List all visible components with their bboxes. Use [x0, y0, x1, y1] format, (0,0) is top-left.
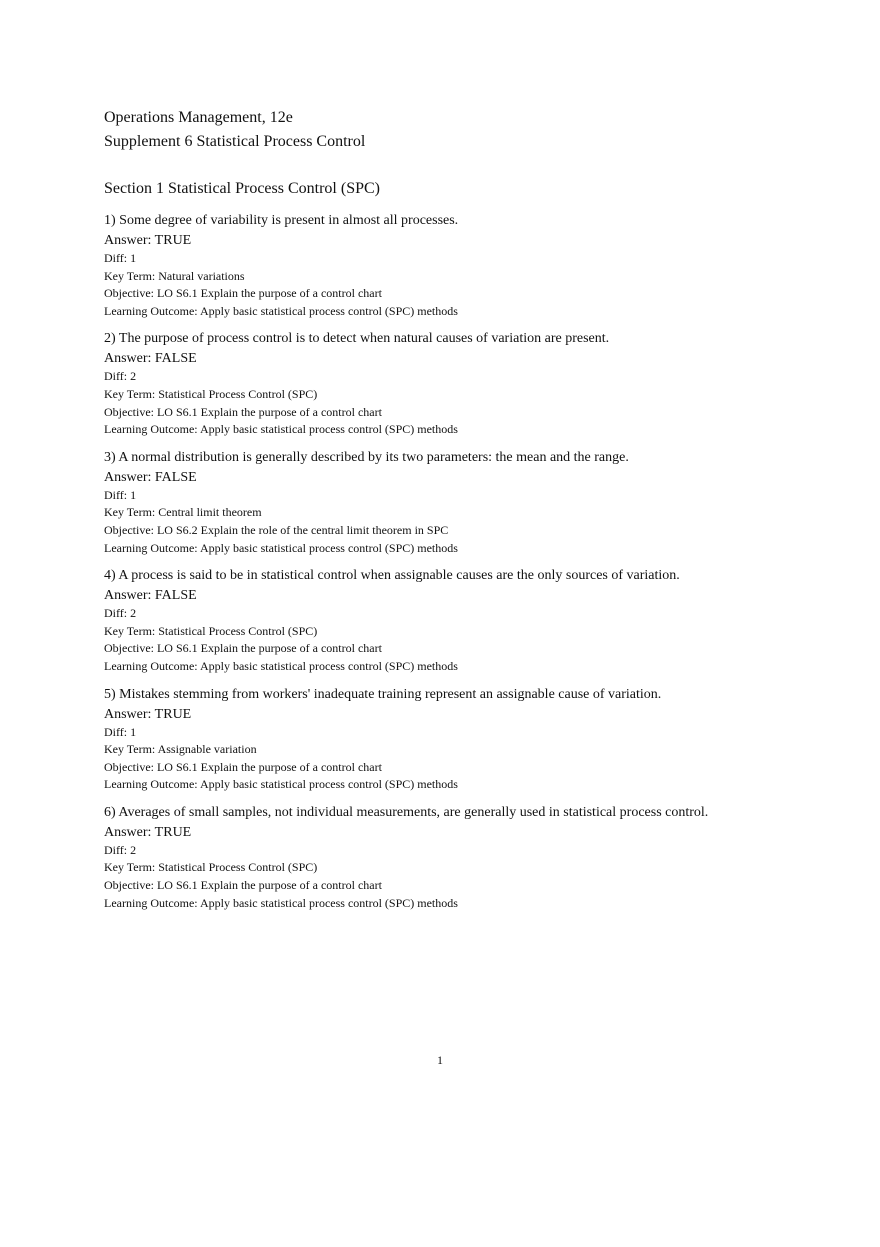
- question-key-term: Key Term: Natural variations: [104, 268, 245, 283]
- question-list: [104, 211, 804, 912]
- question-objective: Objective: LO S6.1 Explain the purpose of a control chart: [104, 878, 382, 893]
- question-text: 6) Averages of small samples, not individual measurements, are generally used in statistical process control.: [104, 804, 709, 820]
- question-item: [104, 566, 804, 675]
- book-title: Operations Management, 12e: [104, 109, 293, 126]
- question-text: 5) Mistakes stemming from workers' inadequate training represent an assignable cause of variation.: [104, 686, 662, 702]
- question-objective: Objective: LO S6.1 Explain the purpose of a control chart: [104, 404, 382, 419]
- question-item: [104, 329, 804, 438]
- question-learning-outcome: Learning Outcome: Apply basic statistical process control (SPC) methods: [104, 422, 458, 437]
- question-difficulty: Diff: 1: [104, 724, 137, 739]
- question-learning-outcome: Learning Outcome: Apply basic statistical process control (SPC) methods: [104, 658, 458, 673]
- question-item: [104, 211, 804, 320]
- question-item: [104, 448, 804, 557]
- question-learning-outcome: Learning Outcome: Apply basic statistical process control (SPC) methods: [104, 895, 458, 910]
- question-key-term: Key Term: Statistical Process Control (SPC): [104, 386, 318, 401]
- question-difficulty: Diff: 1: [104, 251, 137, 265]
- question-item: [104, 803, 804, 912]
- question-learning-outcome: Learning Outcome: Apply basic statistical process control (SPC) methods: [104, 540, 458, 555]
- question-answer: Answer: FALSE: [104, 588, 197, 604]
- question-key-term: Key Term: Central limit theorem: [104, 505, 262, 520]
- question-key-term: Key Term: Assignable variation: [104, 742, 257, 757]
- question-objective: Objective: LO S6.1 Explain the purpose of a control chart: [104, 641, 382, 656]
- question-answer: Answer: TRUE: [104, 233, 192, 248]
- question-learning-outcome: Learning Outcome: Apply basic statistical process control (SPC) methods: [104, 777, 458, 792]
- question-answer: Answer: TRUE: [104, 706, 192, 722]
- question-answer: Answer: TRUE: [104, 824, 192, 840]
- question-objective: Objective: LO S6.1 Explain the purpose of a control chart: [104, 759, 382, 774]
- question-text: 4) A process is said to be in statistical control when assignable causes are the only sources of variation.: [104, 568, 680, 584]
- question-difficulty: Diff: 2: [104, 369, 137, 384]
- question-difficulty: Diff: 2: [104, 606, 137, 621]
- question-objective: Objective: LO S6.1 Explain the purpose of a control chart: [104, 286, 382, 301]
- question-text: 3) A normal distribution is generally described by its two parameters: the mean and the range.: [104, 449, 629, 465]
- question-learning-outcome: Learning Outcome: Apply basic statistical process control (SPC) methods: [104, 303, 458, 318]
- question-text: 2) The purpose of process control is to detect when natural causes of variation are present.: [104, 331, 610, 347]
- supplement-title: Supplement 6 Statistical Process Control: [104, 133, 366, 150]
- question-answer: Answer: FALSE: [104, 469, 197, 485]
- section-heading: Section 1 Statistical Process Control (SPC): [104, 180, 380, 197]
- question-key-term: Key Term: Statistical Process Control (SPC): [104, 623, 318, 638]
- question-difficulty: Diff: 2: [104, 842, 137, 857]
- document-page: [104, 106, 804, 912]
- question-key-term: Key Term: Statistical Process Control (SPC): [104, 860, 318, 875]
- question-answer: Answer: FALSE: [104, 351, 197, 367]
- question-item: [104, 685, 804, 794]
- question-text: 1) Some degree of variability is present in almost all processes.: [104, 213, 459, 228]
- question-objective: Objective: LO S6.2 Explain the role of the central limit theorem in SPC: [104, 522, 449, 537]
- page-number: 1: [437, 1053, 443, 1067]
- question-difficulty: Diff: 1: [104, 487, 137, 502]
